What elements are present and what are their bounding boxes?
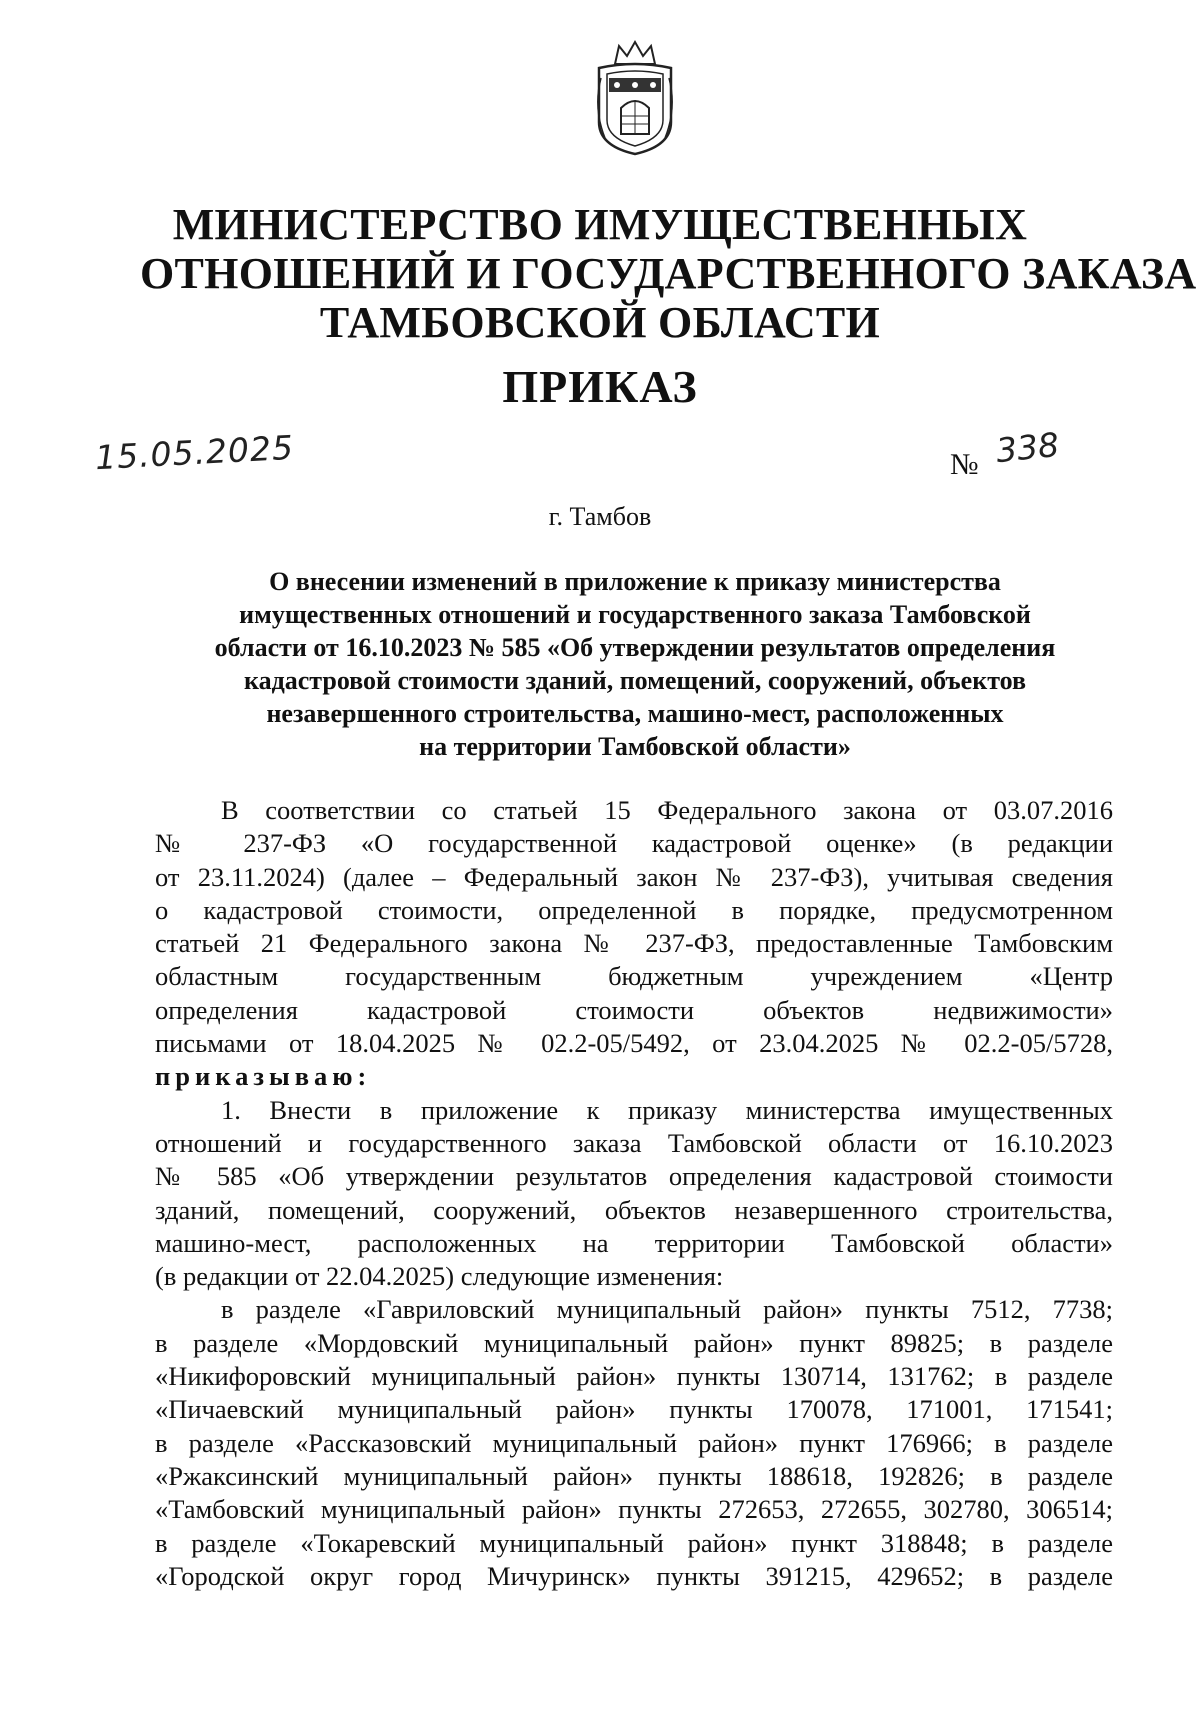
body-line: от 23.11.2024) (далее – Федеральный закон № 237-ФЗ), учитывая сведения — [155, 861, 1113, 892]
body-line: № 585 «Об утверждении результатов определения кадастровой стоимости — [155, 1161, 1113, 1192]
body-line: машино-мест, расположенных на территории Тамбовской области» — [155, 1227, 1113, 1258]
body-line: «Ржаксинский муниципальный район» пункты 188618, 192826; в разделе — [155, 1460, 1113, 1491]
subject-line: О внесении изменений в приложение к приказу министерства — [269, 567, 1001, 596]
body-line: № 237-ФЗ «О государственной кадастровой оценке» (в редакции — [155, 828, 1113, 859]
body-line: «Никифоровский муниципальный район» пункты 130714, 131762; в разделе — [155, 1361, 1113, 1392]
subject-line: области от 16.10.2023 № 585 «Об утверждении результатов определения — [214, 633, 1056, 662]
subject-line: незавершенного строительства, машино-мест, расположенных — [266, 699, 1004, 728]
body-line: областным государственным бюджетным учреждением «Центр — [155, 961, 1113, 992]
body-line: в разделе «Гавриловский муниципальный район» пункты 7512, 7738; — [221, 1294, 1113, 1325]
body-line: определения кадастровой стоимости объектов недвижимости» — [155, 994, 1113, 1025]
body-line: отношений и государственного заказа Тамбовской области от 16.10.2023 — [155, 1127, 1113, 1158]
body-line: о кадастровой стоимости, определенной в порядке, предусмотренном — [155, 894, 1113, 925]
handwritten-date: 15.05.2025 — [94, 427, 295, 478]
body-line: в разделе «Рассказовский муниципальный район» пункт 176966; в разделе — [155, 1427, 1113, 1458]
body-line: 1. Внести в приложение к приказу министерства имущественных — [221, 1094, 1113, 1125]
city-line: г. Тамбов — [548, 502, 652, 531]
ministry-line: ОТНОШЕНИЙ И ГОСУДАРСТВЕННОГО ЗАКАЗА — [140, 249, 1197, 298]
ministry-line: ТАМБОВСКОЙ ОБЛАСТИ — [319, 298, 881, 347]
body-line: В соответствии со статьей 15 Федерального закона от 03.07.2016 — [221, 795, 1113, 825]
body-line: письмами от 18.04.2025 № 02.2-05/5492, от 23.04.2025 № 02.2-05/5728, — [155, 1028, 1113, 1059]
order-word: приказываю: — [155, 1061, 372, 1092]
subject-line: на территории Тамбовской области» — [419, 732, 851, 761]
number-label: № — [950, 448, 979, 481]
handwritten-number: 338 — [994, 424, 1061, 471]
ministry-name — [140, 200, 1197, 347]
body-line: «Городской округ город Мичуринск» пункты 391215, 429652; в разделе — [155, 1560, 1113, 1591]
document-type-title: ПРИКАЗ — [502, 361, 698, 412]
body-line: «Тамбовский муниципальный район» пункты 272653, 272655, 302780, 306514; — [155, 1494, 1113, 1525]
body-line: (в редакции от 22.04.2025) следующие изменения: — [155, 1261, 724, 1292]
body-line: в разделе «Токаревский муниципальный район» пункт 318848; в разделе — [155, 1527, 1113, 1558]
body-line: «Пичаевский муниципальный район» пункты 170078, 171001, 171541; — [155, 1394, 1113, 1425]
subject-line: имущественных отношений и государственного заказа Тамбовской — [239, 600, 1031, 629]
body-line: зданий, помещений, сооружений, объектов незавершенного строительства, — [155, 1194, 1113, 1225]
subject-line: кадастровой стоимости зданий, помещений, сооружений, объектов — [243, 666, 1027, 695]
ministry-line: МИНИСТЕРСТВО ИМУЩЕСТВЕННЫХ — [172, 200, 1028, 249]
order-body — [155, 794, 1113, 1593]
order-subject — [155, 565, 1115, 763]
body-line: статьей 21 Федерального закона № 237-ФЗ, предоставленные Тамбовским — [155, 928, 1113, 959]
body-line: в разделе «Мордовский муниципальный район» пункт 89825; в разделе — [155, 1327, 1113, 1358]
coat-of-arms-emblem — [585, 38, 685, 158]
